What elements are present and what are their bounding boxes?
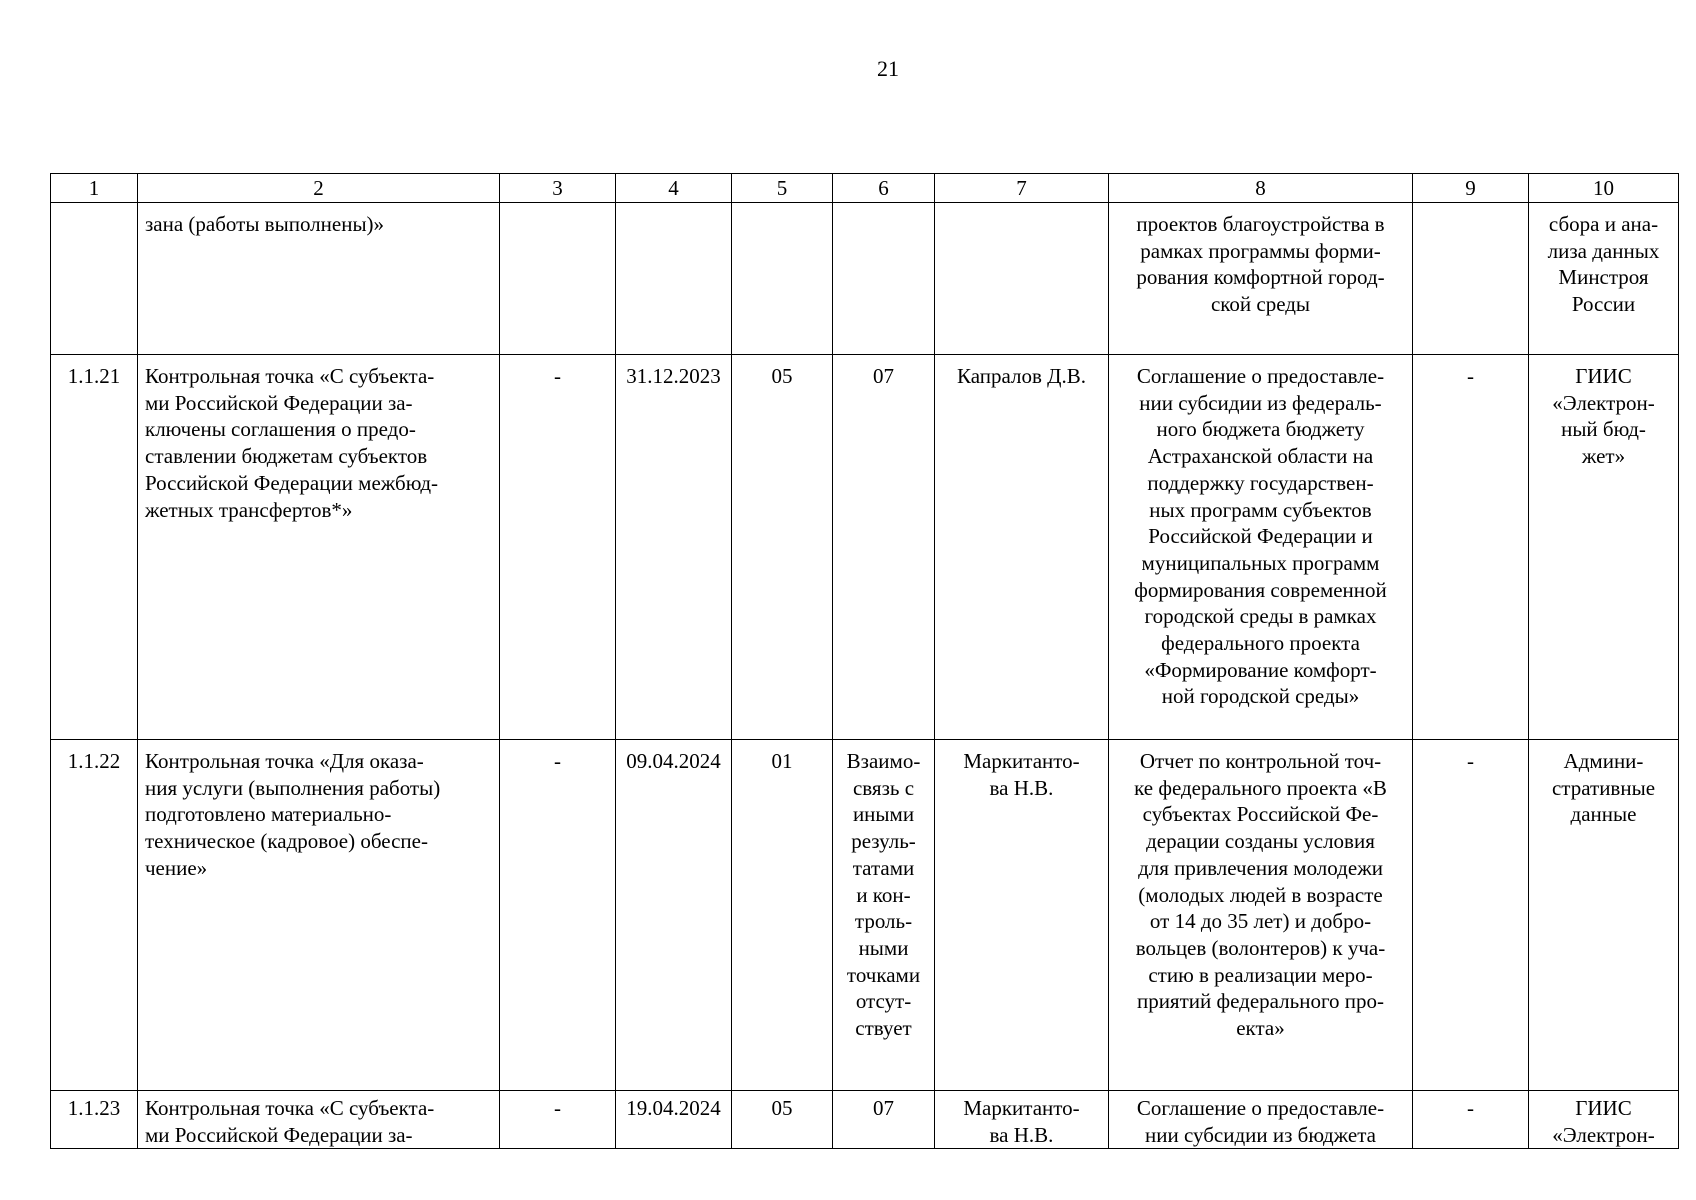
checkpoint-description: Контрольная точка «С субъекта- ми Российской Федерации за- (138, 1091, 500, 1149)
document-type: Отчет по контрольной точ- ке федерального проекта «В субъектах Российской Фе- дерации созданы условия для привлечения молодежи (молодых людей в возрасте от 14 до 35 лет) и добро- вольцев (волонтеров) к уча- стию в реализации меро- приятий федерального про- екта» (1109, 740, 1413, 1091)
cell-col5: 05 (732, 1091, 833, 1149)
cell-col5: 05 (732, 355, 833, 740)
checkpoint-description: зана (работы выполнены)» (138, 203, 500, 355)
cell-col3 (500, 203, 616, 355)
cell-col6: 07 (833, 1091, 935, 1149)
cell-col3: - (500, 740, 616, 1091)
column-number: 9 (1413, 174, 1529, 203)
column-number: 1 (51, 174, 138, 203)
column-number: 5 (732, 174, 833, 203)
responsible-person: Маркитанто- ва Н.В. (935, 740, 1109, 1091)
information-system: сбора и ана- лиза данных Минстроя России (1529, 203, 1679, 355)
cell-col6: Взаимо- связь с иными резуль- татами и кон- троль- ными точками отсут- ствует (833, 740, 935, 1091)
cell-col3: - (500, 355, 616, 740)
column-number-row (51, 174, 1679, 203)
cell-col9: - (1413, 355, 1529, 740)
table-row (51, 355, 1679, 740)
cell-col3: - (500, 1091, 616, 1149)
deadline-date (616, 203, 732, 355)
cell-col9: - (1413, 740, 1529, 1091)
responsible-person: Капралов Д.В. (935, 355, 1109, 740)
row-number: 1.1.21 (51, 355, 138, 740)
column-number: 2 (138, 174, 500, 203)
column-number: 7 (935, 174, 1109, 203)
information-system: Админи- стративные данные (1529, 740, 1679, 1091)
page-number: 21 (877, 56, 899, 81)
deadline-date: 31.12.2023 (616, 355, 732, 740)
deadline-date: 19.04.2024 (616, 1091, 732, 1149)
cell-col9: - (1413, 1091, 1529, 1149)
column-number: 4 (616, 174, 732, 203)
column-number: 8 (1109, 174, 1413, 203)
table-row (51, 740, 1679, 1091)
column-number: 3 (500, 174, 616, 203)
cell-col5 (732, 203, 833, 355)
cell-col6 (833, 203, 935, 355)
column-number: 6 (833, 174, 935, 203)
row-number: 1.1.22 (51, 740, 138, 1091)
responsible-person: Маркитанто- ва Н.В. (935, 1091, 1109, 1149)
column-number: 10 (1529, 174, 1679, 203)
checkpoint-description: Контрольная точка «Для оказа- ния услуги (выполнения работы) подготовлено материально- техническое (кадровое) обеспе- чение» (138, 740, 500, 1091)
row-number: 1.1.23 (51, 1091, 138, 1149)
document-type: Соглашение о предоставле- нии субсидии из федераль- ного бюджета бюджету Астраханской области на поддержку государствен- ных программ субъектов Российской Федерации и муниципальных программ формирования современной городской среды в рамках федерального проекта «Формирование комфорт- ной городской среды» (1109, 355, 1413, 740)
information-system: ГИИС «Электрон- (1529, 1091, 1679, 1149)
document-type: Соглашение о предоставле- нии субсидии из бюджета (1109, 1091, 1413, 1149)
cell-col6: 07 (833, 355, 935, 740)
responsible-person (935, 203, 1109, 355)
table-row (51, 1091, 1679, 1149)
deadline-date: 09.04.2024 (616, 740, 732, 1091)
information-system: ГИИС «Электрон- ный бюд- жет» (1529, 355, 1679, 740)
checkpoint-description: Контрольная точка «С субъекта- ми Российской Федерации за- ключены соглашения о предо- ставлении бюджетам субъектов Российской Федерации межбюд- жетных трансфертов*» (138, 355, 500, 740)
cell-col9 (1413, 203, 1529, 355)
plan-table (50, 173, 1679, 1149)
cell-col5: 01 (732, 740, 833, 1091)
row-number (51, 203, 138, 355)
table-row (51, 203, 1679, 355)
document-type: проектов благоустройства в рамках программы форми- рования комфортной город- ской среды (1109, 203, 1413, 355)
